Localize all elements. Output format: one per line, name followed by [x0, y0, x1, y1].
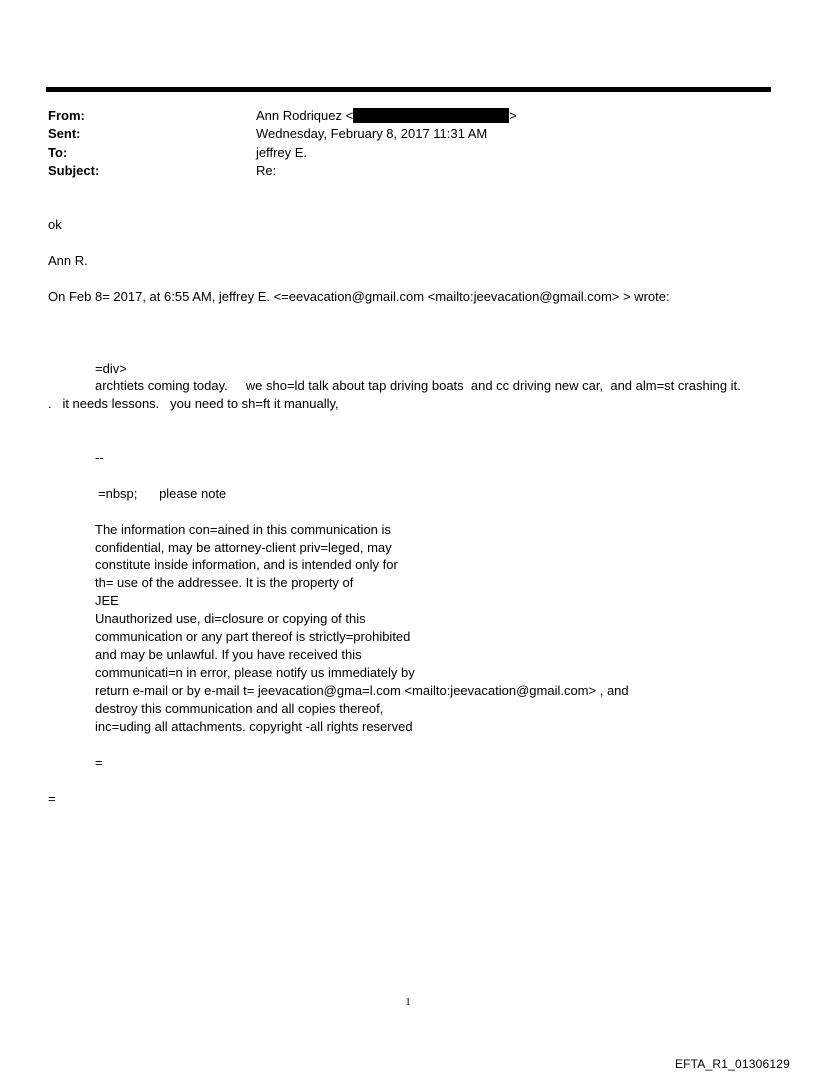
disclaimer-line: Unauthorized use, di=closure or copying of this — [95, 611, 366, 626]
trailing-equals-indented: = — [95, 755, 103, 770]
from-close: > — [509, 108, 517, 123]
reply-text: ok — [48, 217, 62, 232]
to-label: To: — [48, 145, 68, 160]
signature-text: Ann R. — [48, 253, 88, 268]
to-value: jeffrey E. — [256, 145, 308, 160]
nbsp-note: =nbsp; please note — [98, 486, 227, 501]
header-rule — [46, 87, 771, 92]
disclaimer-line: constitute inside information, and is intended only for — [95, 557, 398, 572]
disclaimer-line: communicati=n in error, please notify us immediately by — [95, 665, 415, 680]
page-number: 1 — [405, 996, 411, 1008]
redaction-box — [353, 108, 509, 123]
sent-value: Wednesday, February 8, 2017 11:31 AM — [256, 126, 488, 141]
disclaimer-line: JEE — [95, 593, 119, 608]
subject-label: Subject: — [48, 163, 100, 178]
disclaimer-line: and may be unlawful. If you have received this — [95, 647, 362, 662]
trailing-equals: = — [48, 791, 56, 806]
signature-separator: -- — [95, 450, 104, 465]
message-line-2: . it needs lessons. you need to sh=ft it manually, — [48, 396, 339, 411]
disclaimer-line: th= use of the addressee. It is the property of — [95, 575, 354, 590]
disclaimer-line: The information con=ained in this communication is — [95, 522, 391, 537]
from-name: Ann Rodriquez < — [256, 108, 354, 123]
quote-intro: On Feb 8= 2017, at 6:55 AM, jeffrey E. <=eevacation@gmail.com <mailto:jeevacation@gmail.com> > wrote: — [48, 289, 670, 304]
document-id: EFTA_R1_01306129 — [674, 1057, 790, 1071]
sent-label: Sent: — [48, 126, 81, 141]
subject-value: Re: — [256, 163, 277, 178]
disclaimer-line: communication or any part thereof is strictly=prohibited — [95, 629, 411, 644]
disclaimer-line: inc=uding all attachments. copyright -all rights reserved — [95, 719, 413, 734]
from-value — [256, 108, 517, 124]
div-tag-text: =div> — [95, 361, 127, 376]
disclaimer-line: return e-mail or by e-mail t= jeevacation@gma=l.com <mailto:jeevacation@gmail.com> , and — [95, 683, 629, 698]
from-label: From: — [48, 108, 85, 123]
disclaimer-line: confidential, may be attorney-client priv=leged, may — [95, 540, 392, 555]
disclaimer-line: destroy this communication and all copies thereof, — [95, 701, 384, 716]
message-line-1: archtiets coming today. we sho=ld talk about tap driving boats and cc driving new car, and alm=st crashing it. — [95, 378, 741, 393]
